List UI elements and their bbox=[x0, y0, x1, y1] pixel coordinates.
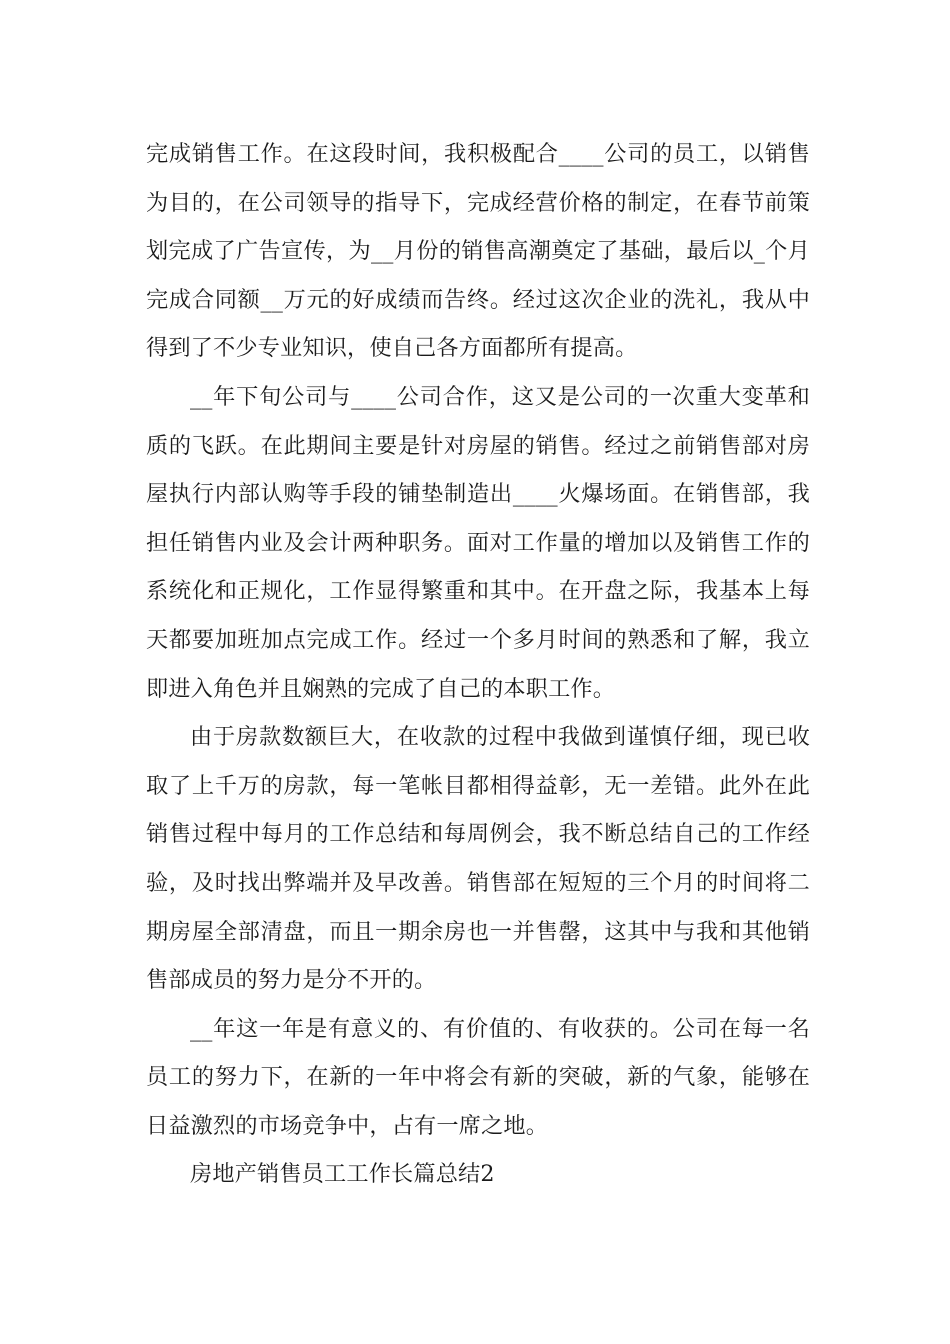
paragraph-2: __年下旬公司与____公司合作，这又是公司的一次重大变革和质的飞跃。在此期间主要是针对房屋的销售。经过之前销售部对房屋执行内部认购等手段的铺垫制造出____火爆场面。在销售部，我担任销售内业及会计两种职务。面对工作量的增加以及销售工作的系统化和正规化，工作显得繁重和其中。在开盘之际，我基本上每天都要加班加点完成工作。经过一个多月时间的熟悉和了解，我立即进入角色并且娴熟的完成了自己的本职工作。 bbox=[146, 383, 810, 702]
paragraph-4: __年这一年是有意义的、有价值的、有收获的。公司在每一名员工的努力下，在新的一年中将会有新的突破，新的气象，能够在日益激烈的市场竞争中，占有一席之地。 bbox=[146, 1015, 810, 1139]
paragraph-1: 完成销售工作。在这段时间，我积极配合____公司的员工，以销售为目的，在公司领导的指导下，完成经营价格的制定，在春节前策划完成了广告宣传，为__月份的销售高潮奠定了基础，最后以_个月完成合同额__万元的好成绩而告终。经过这次企业的洗礼，我从中得到了不少专业知识，使自己各方面都所有提高。 bbox=[146, 141, 810, 362]
section-heading: 房地产销售员工工作长篇总结2 bbox=[190, 1161, 495, 1188]
document-body bbox=[146, 130, 810, 1199]
paragraph-3: 由于房款数额巨大，在收款的过程中我做到谨慎仔细，现已收取了上千万的房款，每一笔帐目都相得益彰，无一差错。此外在此销售过程中每月的工作总结和每周例会，我不断总结自己的工作经验，及时找出弊端并及早改善。销售部在短短的三个月的时间将二期房屋全部清盘，而且一期余房也一并售罄，这其中与我和其他销售部成员的努力是分不开的。 bbox=[146, 724, 810, 994]
